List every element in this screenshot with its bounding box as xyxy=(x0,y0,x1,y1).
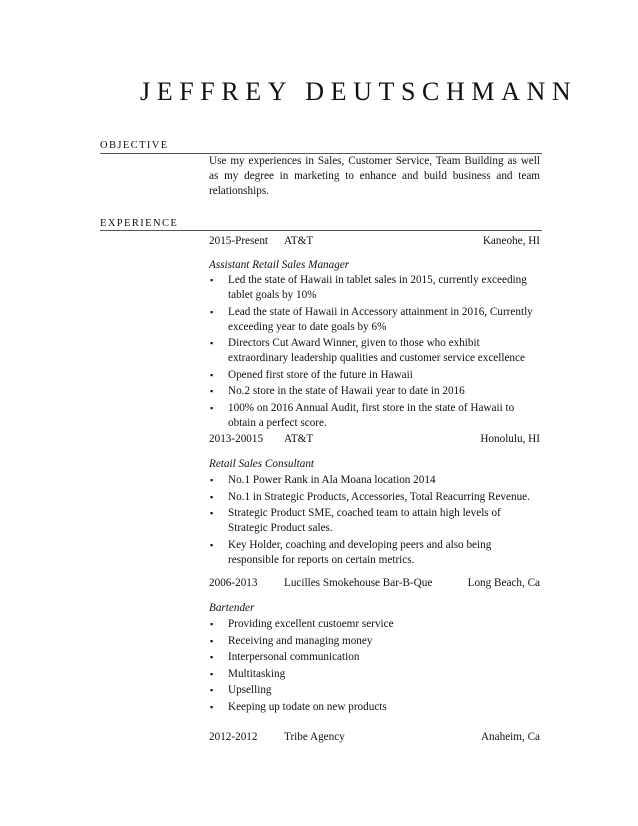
bullet-icon: ▪ xyxy=(210,275,214,285)
objective-heading: OBJECTIVE xyxy=(100,140,169,151)
bullet-icon: ▪ xyxy=(210,635,214,646)
list-item: ▪ Keeping up todate on new products xyxy=(210,700,387,713)
list-item: ▪ Led the state of Hawaii in tablet sales in 2015, currently exceeding tablet goals by 10% xyxy=(210,274,527,301)
list-item: ▪ No.1 in Strategic Products, Accessories, Total Reacurring Revenue. xyxy=(210,490,530,503)
job-company: AT&T xyxy=(284,433,314,445)
list-item: ▪ No.2 store in the state of Hawaii year to date in 2016 xyxy=(210,385,465,397)
job-header xyxy=(209,730,540,745)
job-dates: 2006-2013 xyxy=(209,577,258,589)
job-dates: 2015-Present xyxy=(209,235,269,247)
bullet-icon: ▪ xyxy=(210,539,214,550)
bullet-icon: ▪ xyxy=(210,491,214,502)
job-header xyxy=(209,432,540,447)
objective-text: Use my experiences in Sales, Customer Service, Team Building as well as my degree in marketing to enhance and build business and team relationships. xyxy=(209,155,540,197)
job-header xyxy=(209,234,540,249)
job-company: AT&T xyxy=(284,235,314,247)
list-item: ▪ Multitasking xyxy=(210,667,286,680)
job-header xyxy=(209,576,540,591)
bullet-icon: ▪ xyxy=(210,701,214,712)
bullet-icon: ▪ xyxy=(210,402,214,413)
job-bullet-list xyxy=(209,617,540,716)
list-item: ▪ Strategic Product SME, coached team to attain high levels of Strategic Product sales. xyxy=(210,507,501,534)
list-item: ▪ 100% on 2016 Annual Audit, first store in the state of Hawaii to obtain a perfect score. xyxy=(210,401,515,429)
job-dates: 2012-2012 xyxy=(209,731,258,743)
list-item: ▪ Opened first store of the future in Hawaii xyxy=(210,368,413,381)
list-item: ▪ Receiving and managing money xyxy=(210,634,373,647)
list-item: ▪ Interpersonal communication xyxy=(210,651,360,663)
job-company: Tribe Agency xyxy=(284,731,345,743)
job-dates: 2013-20015 xyxy=(209,433,264,445)
bullet-icon: ▪ xyxy=(210,306,214,317)
bullet-icon: ▪ xyxy=(210,475,214,485)
bullet-icon: ▪ xyxy=(210,685,214,695)
bullet-icon: ▪ xyxy=(210,338,214,348)
list-item: ▪ Lead the state of Hawaii in Accessory attainment in 2016, Currently exceeding year to date goals by 6% xyxy=(210,305,533,333)
job-location: Anaheim, Ca xyxy=(480,731,540,743)
job-location: Long Beach, Ca xyxy=(467,577,540,589)
job-bullet-list xyxy=(209,473,540,569)
list-item: ▪ Key Holder, coaching and developing peers and also being responsible for reports on certain metrics. xyxy=(210,538,492,566)
job-location: Honolulu, HI xyxy=(480,433,540,445)
experience-heading: EXPERIENCE xyxy=(100,218,179,229)
bullet-icon: ▪ xyxy=(210,652,214,662)
list-item: ▪ No.1 Power Rank in Ala Moana location 2014 xyxy=(210,474,436,486)
list-item: ▪ Upselling xyxy=(210,684,272,696)
bullet-icon: ▪ xyxy=(210,386,214,396)
list-item: ▪ Directors Cut Award Winner, given to those who exhibit extraordinary leadership qualities and customer service excellence xyxy=(210,337,525,364)
job-title: Assistant Retail Sales Manager xyxy=(209,259,350,271)
list-item: ▪ Providing excellent custoemr service xyxy=(210,618,394,630)
job-title: Bartender xyxy=(209,602,255,614)
job-title: Retail Sales Consultant xyxy=(209,458,315,470)
job-company: Lucilles Smokehouse Bar-B-Que xyxy=(284,577,433,589)
bullet-icon: ▪ xyxy=(210,369,214,380)
bullet-icon: ▪ xyxy=(210,668,214,679)
experience-divider xyxy=(100,230,542,231)
bullet-icon: ▪ xyxy=(210,508,214,518)
resume-name: JEFFREY DEUTSCHMANN xyxy=(140,77,578,106)
bullet-icon: ▪ xyxy=(210,619,214,629)
job-bullet-list xyxy=(209,273,540,432)
job-location: Kaneohe, HI xyxy=(482,235,540,247)
